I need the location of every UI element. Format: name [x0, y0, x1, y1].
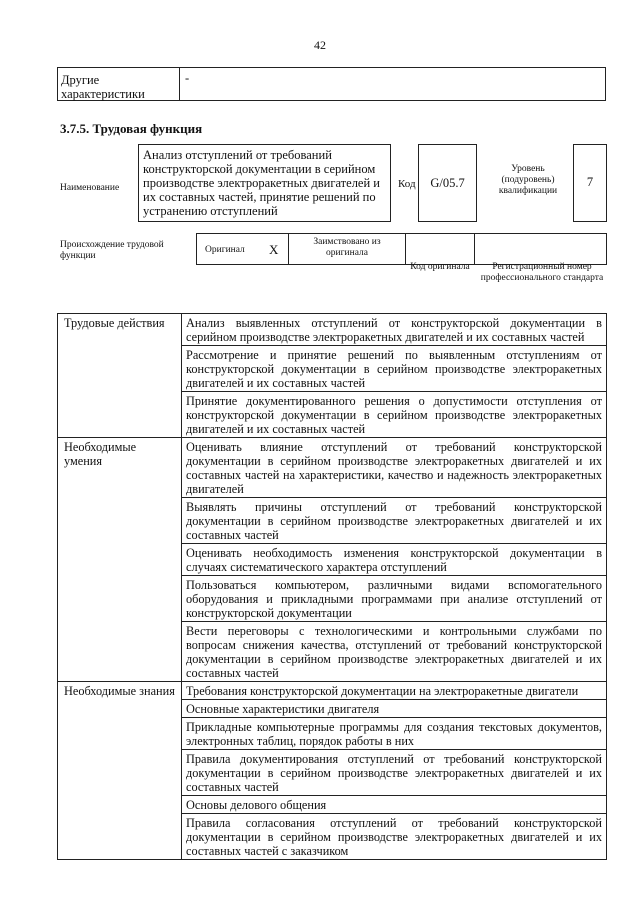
other-characteristics-label: Другие характеристики [61, 73, 145, 101]
list-item: Выявлять причины отступлений от требований конструкторской документации в серийном производстве электроракетных двигателей и их составных частей [182, 498, 607, 544]
list-item: Правила документирования отступлений от требований конструкторской документации в серийном производстве электроракетных двигателей и их составных частей [182, 750, 607, 796]
table-row [58, 314, 607, 346]
origin-original-label: Оригинал [205, 245, 245, 255]
list-item: Пользоваться компьютером, различными видами вспомогательного оборудования и прикладными программами при анализе отступлений от конструкторской документации [182, 576, 607, 622]
labor-function-table [57, 313, 607, 860]
list-item: Принятие документированного решения о допустимости отступления от конструкторской документации в серийном производстве электроракетных двигателей и их составных частей [182, 392, 607, 438]
origin-code-cell [405, 233, 475, 265]
code-label: Код [398, 178, 416, 190]
list-item: Правила согласования отступлений от требований конструкторской документации в серийном производстве электроракетных двигателей и их составных частей с заказчиком [182, 814, 607, 860]
name-value-cell [138, 144, 391, 222]
level-value-cell [573, 144, 607, 222]
reg-number-label: Регистрационный номер профессионального стандарта [480, 262, 604, 283]
name-value: Анализ отступлений от требований конструкторской документации в серийном производстве электроракетных двигателей и их составных частей, принятие решений по устранению отступлений [143, 148, 380, 218]
category-required-knowledge: Необходимые знания [58, 682, 182, 860]
list-item: Прикладные компьютерные программы для создания текстовых документов, электронных таблиц, порядок работы в них [182, 718, 607, 750]
level-value: 7 [586, 175, 594, 189]
origin-original-cell [196, 233, 289, 265]
list-item: Рассмотрение и принятие решений по выявленным отступлениям от конструкторской документации в серийном производстве электроракетных двигателей и их составных частей [182, 346, 607, 392]
other-characteristics-value-cell [179, 67, 606, 101]
code-original-label: Код оригинала [410, 262, 470, 272]
list-item: Вести переговоры с технологическими и контрольными службами по вопросам снижения качества, отступлений от требований конструкторской документации в серийном производстве электроракетных двигателей и их составных частей [182, 622, 607, 682]
other-characteristics-label-cell [57, 67, 180, 101]
list-item: Основные характеристики двигателя [182, 700, 607, 718]
code-value: G/05.7 [430, 176, 465, 190]
other-characteristics-value: - [185, 71, 190, 85]
list-item: Оценивать влияние отступлений от требований конструкторской документации в серийном производстве электроракетных двигателей и их составных частей на характеристики, качество и надежность электроракетных двигателей [182, 438, 607, 498]
list-item: Анализ выявленных отступлений от конструкторской документации в серийном производстве электроракетных двигателей и их составных частей [182, 314, 607, 346]
origin-reg-number-cell [474, 233, 607, 265]
origin-borrowed-label: Заимствовано из оригинала [313, 237, 381, 258]
list-item: Оценивать необходимость изменения конструкторской документации в случаях систематического характера отступлений [182, 544, 607, 576]
category-required-skills: Необходимые умения [58, 438, 182, 682]
section-title: 3.7.5. Трудовая функция [60, 121, 203, 136]
page-number: 42 [314, 38, 326, 52]
origin-label: Происхождение трудовой функции [60, 240, 164, 261]
level-label: Уровень (подуровень) квалификации [498, 164, 558, 196]
origin-borrowed-cell [288, 233, 406, 265]
code-value-cell [418, 144, 477, 222]
list-item: Основы делового общения [182, 796, 607, 814]
name-label: Наименование [60, 183, 120, 193]
category-labor-actions: Трудовые действия [58, 314, 182, 438]
origin-original-mark: X [269, 242, 279, 257]
table-row [58, 438, 607, 498]
table-row [58, 682, 607, 700]
list-item: Требования конструкторской документации на электроракетные двигатели [182, 682, 607, 700]
